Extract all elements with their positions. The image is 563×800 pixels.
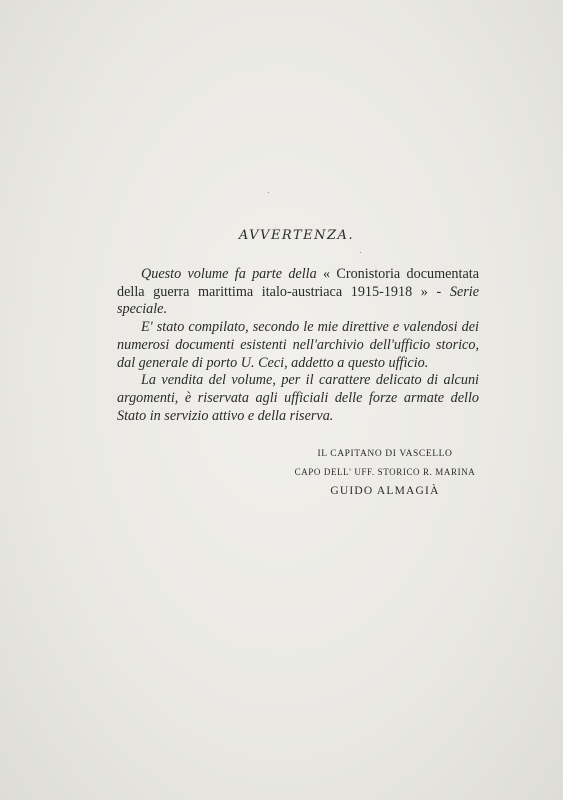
notice-body <box>117 266 479 425</box>
notice-paragraph-3 <box>117 372 479 425</box>
text-segment: Serie speciale. <box>117 283 479 318</box>
text-segment: Questo volume fa parte della <box>141 266 323 282</box>
page-title: AVVERTENZA. <box>238 228 355 243</box>
notice-paragraph-1 <box>117 266 479 319</box>
text-segment: « Cronistoria documentata della guerra marittima italo-austriaca 1915-1918 » - <box>117 266 480 300</box>
paper-speck <box>268 192 269 193</box>
text-segment: E' stato compilato, secondo le mie direttive e valendosi dei numerosi documenti esistenti nell'archivio dell'ufficio storico, dal generale di porto U. Ceci, addetto a questo ufficio. <box>117 319 479 371</box>
signature-name: GUIDO ALMAGIÀ <box>330 485 440 497</box>
paper-speck <box>360 252 361 253</box>
signature-rank: IL CAPITANO DI VASCELLO <box>317 449 453 459</box>
text-segment: La vendita del volume, per il carattere delicato di alcuni argomenti, è riservata agli ufficiali delle forze armate dello Stato in servizio attivo e della riserva. <box>117 372 479 424</box>
notice-paragraph-2 <box>117 319 479 372</box>
signature-office: CAPO DELL' UFF. STORICO R. MARINA <box>294 467 476 477</box>
